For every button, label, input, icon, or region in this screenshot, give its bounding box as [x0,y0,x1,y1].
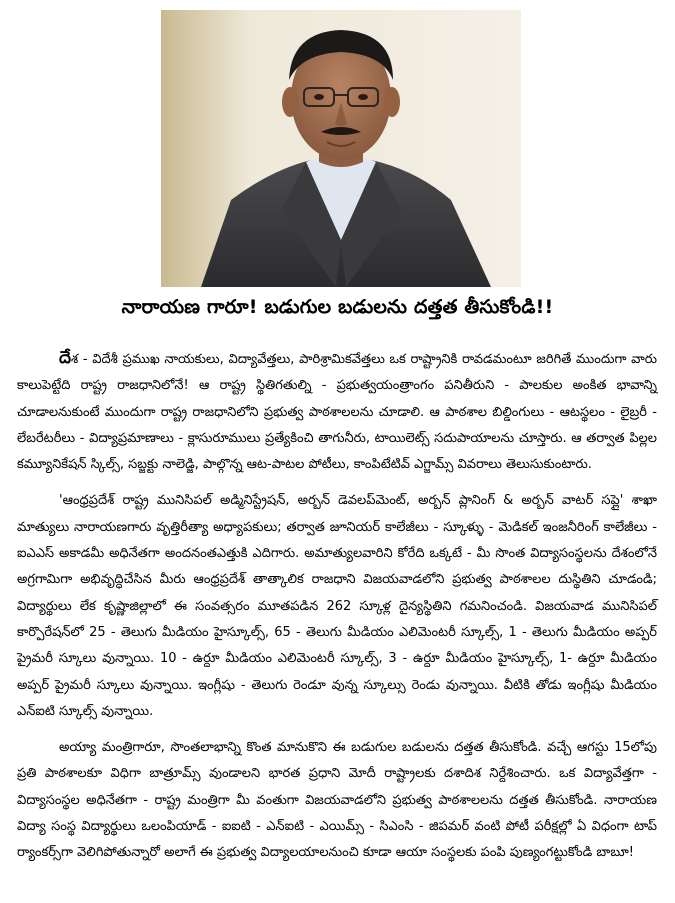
portrait-illustration [161,10,521,287]
paragraph-2: 'ఆంధ్రప్రదేశ్ రాష్ట్ర మునిసిపల్ అడ్మినిస్ట్రేషన్, అర్బన్ డెవలప్‌మెంట్, అర్బన్ ప్లానింగ్ & అర్బన్ వాటర్ సప్లై' శాఖా మాత్యులు నారాయణగారు వృత్తిరీత్యా అధ్యాపకులు; తర్వాత జూనియర్ కాలేజీలు - స్కూళ్ళు - మెడికల్ ఇంజనీరింగ్ కాలేజీలు - ఐఎఎస్ అకాడమీ అధినేతగా అందనంతఎత్తుకి ఎదిగారు. అమాత్యులవారిని కోరేది ఒక్కటే - మీ సొంత విద్యాసంస్థలను దేశంలోనే అగ్రగామిగా అభివృద్ధిచేసిన మీరు ఆంధ్రప్రదేశ్ తాత్కాలిక రాజధాని విజయవాడలోని ప్రభుత్వ పాఠశాలల దుస్థితిని చూడండి; విద్యార్థులు లేక కృష్ణాజిల్లాలో ఈ సంవత్సరం మూతపడిన 262 స్కూళ్ల దైన్యస్థితిని గమనించండి. విజయవాడ మునిసిపల్ కార్పొరేషన్‌లో 25 - తెలుగు మీడియం హైస్కూల్స్, 65 - తెలుగు మీడియం ఎలిమెంటరీ స్కూల్స్, 1 - తెలుగు మీడియం అప్పర్ ప్రైమరీ స్కూలు వున్నాయి. 10 - ఉర్దూ మీడియం ఎలిమెంటరీ స్కూల్స్, 3 - ఉర్దూ మీడియం హైస్కూల్స్, 1- ఉర్దూ మీడియం అప్పర్ ప్రైమరీ స్కూలు వున్నాయి. ఇంగ్లీషు - తెలుగు రెండూ వున్న స్కూల్సు రెండు వున్నాయి. వీటికి తోడు ఇంగ్లీషు మీడియం ఎన్ఐటి స్కూల్స్ వున్నాయి. [17,493,657,719]
article-headline: నారాయణ గారూ! బడుగుల బడులను దత్తత తీసుకోండి!! [121,296,554,318]
drop-cap: దే [59,348,72,368]
paragraph-1 [17,345,657,478]
portrait-photo [161,10,521,287]
article-body [17,345,657,877]
paragraph-1-text: శ - విదేశీ ప్రముఖ నాయకులు, విద్యావేత్తలు, పారిశ్రామికవేత్తలు ఒక రాష్ట్రానికి రావడమంటూ జరిగితే ముందుగా వారు కాలుపెట్టేది రాష్ట్ర రాజధానిలోనే! ఆ రాష్ట్ర స్థితిగతుల్ని - ప్రభుత్వయంత్రాంగం పనితీరుని - పాలకుల అంకిత భావాన్ని చూడాలనుకుంటే ముందుగా రాష్ట్ర రాజధానిలోని ప్రభుత్వ పాఠశాలలను చూడాలి. ఆ పాఠశాల బిల్డింగులు - ఆటస్థలం - లైబ్రరీ - లేబరేటరీలు - విద్యాప్రమాణాలు - క్లాసురూములు ప్రత్యేకించి తాగునీరు, టాయిలెట్స్ సదుపాయాలను చూస్తారు. ఆ తర్వాత పిల్లల కమ్యూనికేషన్ స్కిల్స్, సబ్జక్టు నాలెడ్జి, పాల్గొన్న ఆట-పాటల పోటీలు, కాంపిటేటివ్ ఎగ్జామ్స్ వివరాలు తెలుసుకుంటారు. [17,352,657,473]
paragraph-3: అయ్యా మంత్రిగారూ, సొంతలాభాన్ని కొంత మానుకొని ఈ బడుగుల బడులను దత్తత తీసుకోండి. వచ్చే ఆగస్టు 15లోపు ప్రతి పాఠశాలకూ విధిగా బాత్రూమ్స్ వుండాలని భారత ప్రధాని మోదీ రాష్ట్రాలకు దశాదిశ నిర్దేశించారు. ఒక విద్యావేత్తగా - విద్యాసంస్థల అధినేతగా - రాష్ట్ర మంత్రిగా మీ వంతుగా విజయవాడలోని ప్రభుత్వ పాఠశాలలను దత్తత తీసుకోండి. నారాయణ విద్యా సంస్థ విద్యార్థులు ఒలంపియాడ్ - ఐఐటి - ఎన్ఐటి - ఎయిమ్స్ - సిఎంసి - జిపమర్ వంటి పోటీ పరీక్షల్లో ఏ విధంగా టాప్ ర్యాంకర్స్‌గా వెలిగిపోతున్నారో అలాగే ఈ ప్రభుత్వ విద్యాలయాలనుంచి కూడా ఆయా సంస్థలకు పంపి పుణ్యంగట్టుకోండి బాబూ! [17,740,657,861]
